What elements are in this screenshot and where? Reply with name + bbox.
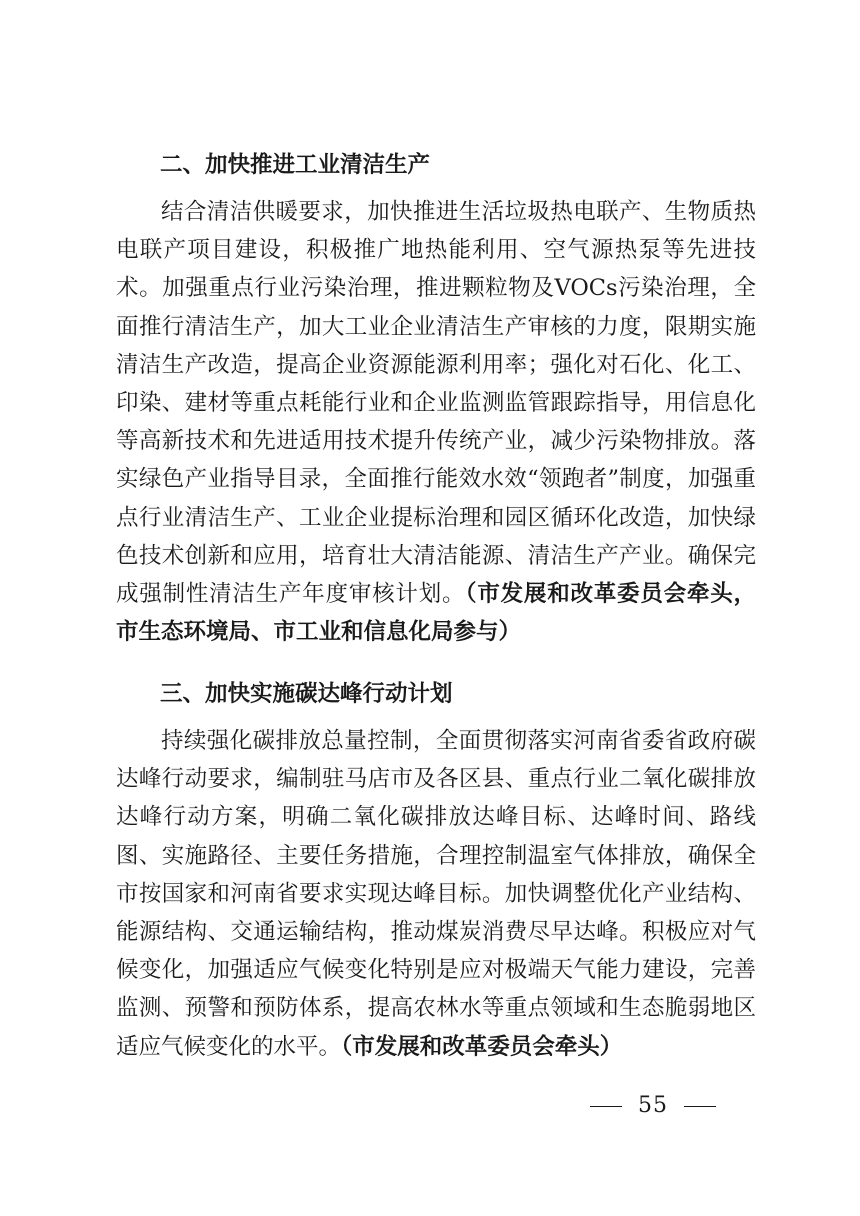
responsible-units: （市发展和改革委员会牵头） xyxy=(341,1033,623,1060)
section-heading-3: 三、加快实施碳达峰行动计划 xyxy=(160,681,453,707)
responsible-units: （市发展和改革委员会牵头，市生态环境局、市工业和信息化局参与） xyxy=(116,581,756,646)
dash-left xyxy=(590,1106,622,1107)
page-number-value: 55 xyxy=(638,1093,668,1118)
dash-right xyxy=(684,1106,716,1107)
section-body-2 xyxy=(116,193,756,651)
section-heading-2: 二、加快推进工业清洁生产 xyxy=(160,152,431,178)
page-number xyxy=(574,1093,732,1118)
section-body-3 xyxy=(116,722,756,1066)
body-text: 结合清洁供暖要求，加快推进生活垃圾热电联产、生物质热电联产项目建设，积极推广地热能利用、空气源热泵等先进技术。加强重点行业污染治理，推进颗粒物及VOCs污染治理，全面推行清洁生产，加大工业企业清洁生产审核的力度，限期实施清洁生产改造，提高企业资源能源利用率；强化对石化、化工、印染、建材等重点耗能行业和企业监测监管跟踪指导，用信息化等高新技术和先进适用技术提升传统产业，减少污染物排放。落实绿色产业指导目录，全面推行能效水效“领跑者”制度，加强重点行业清洁生产、工业企业提标治理和园区循环化改造，加快绿色技术创新和应用，培育壮大清洁能源、清洁生产产业。确保完成强制性清洁生产年度审核计划。 xyxy=(116,199,756,608)
body-text: 持续强化碳排放总量控制，全面贯彻落实河南省委省政府碳达峰行动要求，编制驻马店市及各区县、重点行业二氧化碳排放达峰行动方案，明确二氧化碳排放达峰目标、达峰时间、路线图、实施路径、主要任务措施，合理控制温室气体排放，确保全市按国家和河南省要求实现达峰目标。加快调整优化产业结构、能源结构、交通运输结构，推动煤炭消费尽早达峰。积极应对气候变化，加强适应气候变化特别是应对极端天气能力建设，完善监测、预警和预防体系，提高农林水等重点领域和生态脆弱地区适应气候变化的水平。 xyxy=(116,728,756,1060)
